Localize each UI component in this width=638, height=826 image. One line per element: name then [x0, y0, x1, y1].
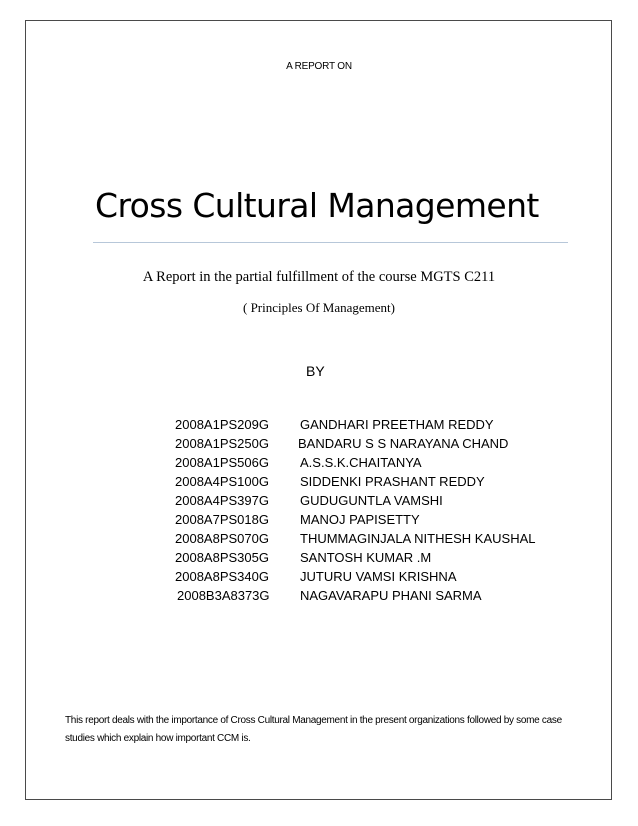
- member-name: JUTURU VAMSI KRISHNA: [300, 569, 457, 584]
- member-row: [0, 588, 638, 607]
- member-id: 2008A4PS100G: [175, 474, 269, 489]
- member-row: [0, 550, 638, 569]
- member-row: [0, 474, 638, 493]
- course-name: ( Principles Of Management): [243, 300, 395, 315]
- member-name: THUMMAGINJALA NITHESH KAUSHAL: [300, 531, 536, 546]
- report-header-label: A REPORT ON: [286, 61, 352, 72]
- member-id: 2008A7PS018G: [175, 512, 269, 527]
- member-id: 2008A1PS250G: [175, 436, 269, 451]
- member-row: [0, 531, 638, 550]
- member-id: 2008B3A8373G: [177, 588, 270, 603]
- member-id: 2008A8PS070G: [175, 531, 269, 546]
- member-row: [0, 436, 638, 455]
- member-id: 2008A8PS305G: [175, 550, 269, 565]
- member-name: SANTOSH KUMAR .M: [300, 550, 432, 565]
- member-name: NAGAVARAPU PHANI SARMA: [300, 588, 482, 603]
- report-title: Cross Cultural Management: [95, 186, 539, 225]
- report-subtitle: A Report in the partial fulfillment of the course MGTS C211: [142, 269, 496, 285]
- member-row: [0, 493, 638, 512]
- member-name: SIDDENKI PRASHANT REDDY: [300, 474, 485, 489]
- member-row: [0, 512, 638, 531]
- member-name: A.S.S.K.CHAITANYA: [300, 455, 422, 470]
- member-name: GANDHARI PREETHAM REDDY: [300, 417, 494, 432]
- member-row: [0, 569, 638, 588]
- member-id: 2008A4PS397G: [175, 493, 269, 508]
- member-name: GUDUGUNTLA VAMSHI: [300, 493, 443, 508]
- member-id: 2008A8PS340G: [175, 569, 269, 584]
- report-abstract: This report deals with the importance of Cross Cultural Management in the present organizations followed by some case studies which explain how important CCM is.: [65, 715, 562, 744]
- member-row: [0, 417, 638, 436]
- member-id: 2008A1PS506G: [175, 455, 269, 470]
- title-underline: [93, 242, 568, 243]
- member-row: [0, 455, 638, 474]
- member-name: MANOJ PAPISETTY: [300, 512, 420, 527]
- page-border: [25, 20, 612, 800]
- member-id: 2008A1PS209G: [175, 417, 269, 432]
- by-label: BY: [306, 363, 325, 379]
- member-name: BANDARU S S NARAYANA CHAND: [298, 436, 509, 451]
